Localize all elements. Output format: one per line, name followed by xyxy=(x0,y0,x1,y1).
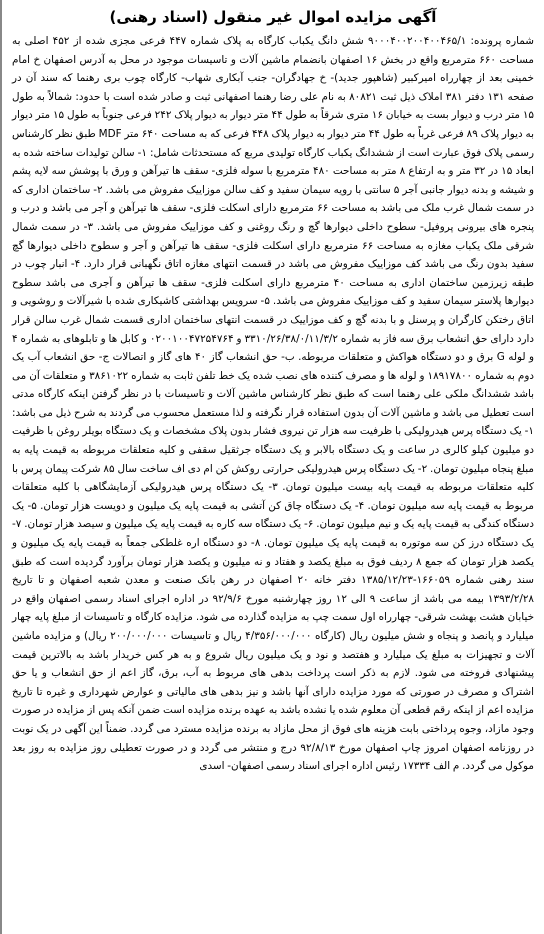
notice-title: آگهی مزایده اموال غیر منقول (اسناد رهنی) xyxy=(109,8,437,26)
notice-body: شماره پرونده: ۹۰۰۰۴۰۰۲۰۰۴۰۰۴۶۵/۱ شش دانگ یکباب کارگاه به پلاک شماره ۴۴۷ فرعی مجزی شده از ۴۵۲ اصلی به مساحت ۶۶۰ مترمربع واقع در بخش ۱۶ اصفهان بانضمام ماشین آلات و تاسیسات موجود در محل به آدرس اصفهان خ امام خمینی بعد از چهارراه امیرکبیر (شاهپور جدید)- خ جهادگران- جنب آبکاری شهاب- کارگاه چوب بری رهنما که سند آن در صفحه ۱۳۱ دفتر ۳۸۱ املاک ذیل ثبت ۸۰۸۲۱ به نام علی رضا رهنما اصفهانی ثبت و صادر شده است با حدود: شمالاً به طول ۱۵ متر درب و دیوار بست به خیابان ۱۶ متری شرقاً به طول ۴۴ متر دیوار به دیوار پلاک ۲۴۲ فرعی جنوباً به طول ۱۵ متر دیوار به دیوار پلاک ۸۹ فرعی غرباً به طول ۴۴ متر دیوار به دیوار پلاک ۴۴۸ فرعی که به مساحت ۶۴۰ متر MDF طبق نظر کارشناس رسمی پلاک فوق عبارت است از ششدانگ یکباب کارگاه تولیدی مربع که مستحدثات شامل: ۱- سالن تولیدات ساخته شده به ابعاد ۱۵ در ۳۲ متر و به ارتفاع ۸ متر به مساحت ۴۸۰ مترمربع با سوله فلزی- سقف ها تیرآهن و ورق با پوشش سه لایه پشم و شیشه و بدنه دیوار جانبی آجر ۵ سانتی با رویه سیمان سفید و کف سالن موزاییک مفروش می باشد. ۲- ساختمان اداری که در سمت شمال غرب ملک می باشد به مساحت ۶۶ مترمربع دارای اسکلت فلزی- سقف ها تیرآهن و آجر می باشد و درب و پنجره های بیرونی پروفیل- سطوح داخلی دیوارها گچ و رنگ روغنی و کف موزاییک مفروش می باشد. ۳- در سمت شمال شرقی ملک یکباب مغازه به مساحت ۶۶ مترمربع دارای اسکلت فلزی- سقف ها تیرآهن و آجر و سطوح داخلی دیوارها گچ سفید بدون رنگ می باشد کف موزاییک مفروش می باشد در قسمت انتهای مغازه اتاق نگهبانی قرار دارد. ۴- انبار چوب در طبقه زیرزمین ساختمان اداری به مساحت ۴۰ مترمربع دارای اسکلت فلزی- سقف ها تیرآهن و آجری می باشد سطوح دیوارها پلاستر سیمان سفید و کف موزاییک مفروش می باشد. ۵- سرویس بهداشتی کاشیکاری شده با شیرآلات و روشویی و اتاق رختکن کارگران و پرسنل و با بدنه گچ و کف موزاییک در قسمت انتهای ساختمان اداری قسمت شمال غرب سالن قرار دارد دارای حق انشعاب برق سه فاز به شماره ۳۳۱۰/۲۶/۳۸/۰/۱۱/۳/۲ و ۰۲۰۰۱۰۰۴۷۲۵۴۷۶۴ و کابل ها و تابلوهای به شماره ۴ و لوله G برق و دو دستگاه هواکش و متعلقات مربوطه. ب- حق انشعاب گاز ۴۰ های گاز و اتصالات ج- حق انشعاب آب یک دوم به شماره ۱۸۹۱۷۸۰۰ و لوله ها و مصرف کننده های نصب شده یک خط تلفن ثابت به شماره ۳۸۶۱۰۲۲ و متعلقات آن می باشد ششدانگ ملکی علی رهنما است که طبق نظر کارشناس ماشین آلات و تاسیسات با در نظر گرفتن اینکه کارگاه مدتی است تعطیل می باشد و ماشین آلات آن بدون استفاده قرار نگرفته و لذا مستعمل محسوب می گردند به شرح ذیل می باشد: ۱- یک دستگاه پرس هیدرولیکی با ظرفیت سه هزار تن نیروی فشار بدون پلاک مشخصات و یک دستگاه بویلر روغن با ظرفیت دو میلیون کیلو کالری در ساعت و یک دستگاه بالابر و یک دستگاه جرثقیل سقفی و کلیه متعلقات مربوطه به قیمت پایه به مبلغ پنجاه میلیون تومان. ۲- یک دستگاه پرس هیدرولیکی حرارتی روکش کن ام دی اف ساخت سال ۸۵ شرکت پیمان پرس با کلیه متعلقات مربوطه به قیمت پایه بیست میلیون تومان. ۳- یک دستگاه پرس هیدرولیکی آزمایشگاهی با کلیه متعلقات مربوط به قیمت پایه سه میلیون تومان. ۴- یک دستگاه چاق کن آتشی به قیمت پایه یک میلیون و دویست هزار تومان. ۵- یک دستگاه کندگی به قیمت پایه یک و نیم میلیون تومان. ۶- یک دستگاه سه کاره به قیمت پایه یک میلیون و سیصد هزار تومان. ۷- یک دستگاه درز کن سه موتوره به قیمت پایه یک میلیون تومان. ۸- دو دستگاه اره غلطکی جمعاً به قیمت پایه یک میلیون و یکصد هزار تومان که جمع ۸ ردیف فوق به مبلغ یکصد و هفتاد و نه میلیون و یکصد هزار تومان برآورد گردیده است که طبق سند رهنی شماره ۱۶۶۰۵۹-۱۳۸۵/۱۲/۲۳ دفتر خانه ۲۰ اصفهان در رهن بانک صنعت و معدن شعبه اصفهان و تا تاریخ ۱۳۹۳/۲/۲۸ بیمه می باشد از ساعت ۹ الی ۱۲ روز چهارشنبه مورخ ۹۲/۹/۶ در اداره اجرای اسناد رسمی اصفهان واقع در خیابان هشت بهشت شرقی- چهارراه اول سمت چپ به مزایده گذارده می شود. مزایده کارگاه و تاسیسات از مبلغ پایه چهار میلیارد و پانصد و پنجاه و شش میلیون ریال (کارگاه ۴/۳۵۶/۰۰۰/۰۰۰ ریال و تاسیسات ۲۰۰/۰۰۰/۰۰۰ ریال) و مزایده ماشین آلات و تجهیزات به مبلغ یک میلیارد و هفتصد و نود و یک میلیون ریال شروع و به هر کس خریدار باشد به بالاترین قیمت پیشنهادی فروخته می شود. لازم به ذکر است پرداخت بدهی های مربوط به آب، برق، گاز اعم از حق انشعاب و یا حق اشتراک و مصرف در صورتی که مورد مزایده دارای آنها باشد و نیز بدهی های مالیاتی و عوارض شهرداری و غیره تا تاریخ مزایده اعم از اینکه رقم قطعی آن معلوم شده یا نشده باشد به عهده برنده مزایده است ضمن آنکه پس از مزایده در صورت وجود مازاد، وجوه پرداختی بابت هزینه های فوق از محل مازاد به برنده مزایده مسترد می گردد. ضمناً این آگهی در یک نوبت در روزنامه اصفهان امروز چاپ اصفهان مورخ ۹۲/۸/۱۳ درج و منتشر می گردد و در صورت تعطیلی روز مزایده به روز بعد موکول می گردد. م الف ۱۷۳۳۴ رئیس اداره اجرای اسناد رسمی اصفهان- اسدی xyxy=(12,35,535,773)
